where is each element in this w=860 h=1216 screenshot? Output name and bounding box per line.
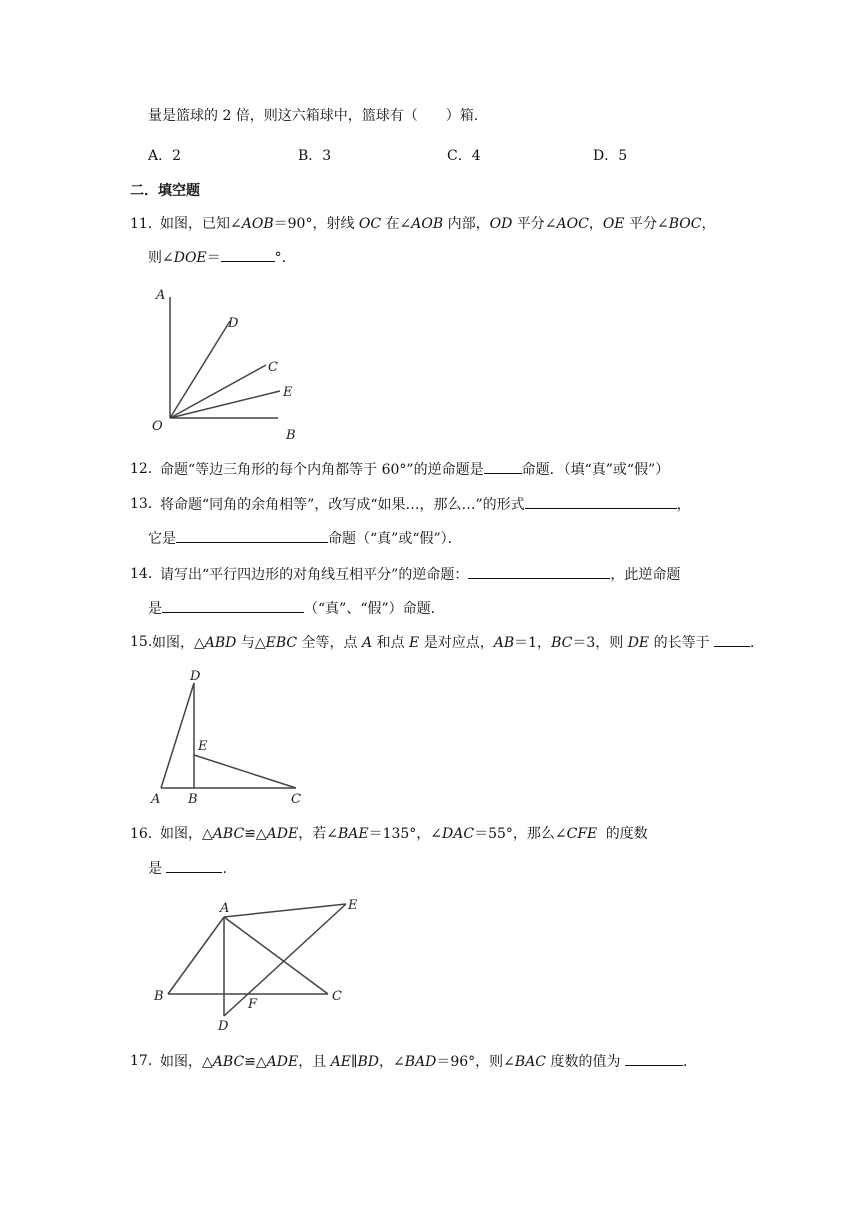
q11-line-1: 如图，已知∠AOB＝90°，射线 OC 在∠AOB 内部，OD 平分∠AOC，OE 平分∠BOC， (160, 216, 716, 232)
q13-number: 13． (130, 496, 162, 512)
q14-line-1: 请写出“平行四边形的对角线互相平分”的逆命题： ，此逆命题 (160, 564, 680, 585)
q17-number: 17． (130, 1053, 162, 1069)
q10-tail: 量是篮球的 2 倍，则这六箱球中，篮球有（ ）箱. (148, 108, 479, 124)
answer-blank[interactable] (714, 632, 750, 647)
label-b: B (286, 428, 296, 443)
q16-figure (150, 892, 370, 1034)
label-c: C (291, 792, 301, 807)
q10-option-a: A．2 (148, 148, 182, 164)
label-a: A (220, 901, 230, 916)
label-d: D (190, 669, 201, 684)
q11-line-2: 则∠DOE＝ °． (148, 247, 296, 268)
label-c: C (268, 360, 278, 375)
answer-blank[interactable] (484, 459, 522, 474)
q11-number: 11． (130, 216, 162, 232)
q13-line-2: 它是 命题（“真”或“假”）． (148, 528, 462, 549)
answer-blank[interactable] (221, 247, 275, 262)
label-e: E (283, 385, 293, 400)
q10-option-b: B．3 (298, 148, 332, 164)
answer-blank[interactable] (468, 564, 610, 579)
q15-figure (148, 665, 308, 807)
q16-line-1: 如图，△ABC≌△ADE，若∠BAE＝135°，∠DAC＝55°，那么∠CFE 的度数 (160, 826, 648, 842)
answer-blank[interactable] (166, 858, 222, 873)
q14-line-2: 是 （“真”、“假”）命题. (148, 598, 435, 619)
q10-option-d: D．5 (593, 148, 628, 164)
label-d: D (218, 1019, 229, 1034)
q11-figure (148, 283, 303, 445)
q10-option-c: C．4 (447, 148, 481, 164)
label-e: E (348, 898, 358, 913)
label-e: E (198, 739, 208, 754)
label-b: B (154, 989, 164, 1004)
answer-blank[interactable] (176, 528, 328, 543)
q17-text: 如图，△ABC≌△ADE，且 AE∥BD，∠BAD＝96°，则∠BAC 度数的值为 ． (160, 1051, 697, 1072)
label-c: C (332, 989, 342, 1004)
label-a: A (151, 792, 161, 807)
q12-text: 命题“等边三角形的每个内角都等于 60°”的逆命题是 命题．（填“真”或“假”） (160, 459, 669, 480)
label-o: O (152, 419, 163, 434)
q12-number: 12． (130, 461, 162, 477)
q14-number: 14． (130, 566, 162, 582)
q15-text: 如图，△ABD 与△EBC 全等，点 A 和点 E 是对应点，AB＝1，BC＝3，则 DE 的长等于 ． (152, 632, 764, 653)
answer-blank[interactable] (162, 598, 304, 613)
label-f: F (248, 997, 258, 1012)
answer-blank[interactable] (625, 1051, 683, 1066)
section-title: 二．填空题 (130, 183, 200, 199)
answer-blank[interactable] (525, 494, 677, 509)
q16-line-2: 是 ． (148, 858, 236, 879)
q16-number: 16． (130, 826, 162, 842)
label-d: D (228, 316, 239, 331)
q15-number: 15. (130, 634, 153, 650)
label-b: B (188, 792, 198, 807)
q13-line-1: 将命题“同角的余角相等”，改写成“如果…，那么…”的形式 ， (160, 494, 691, 515)
label-a: A (156, 288, 166, 303)
